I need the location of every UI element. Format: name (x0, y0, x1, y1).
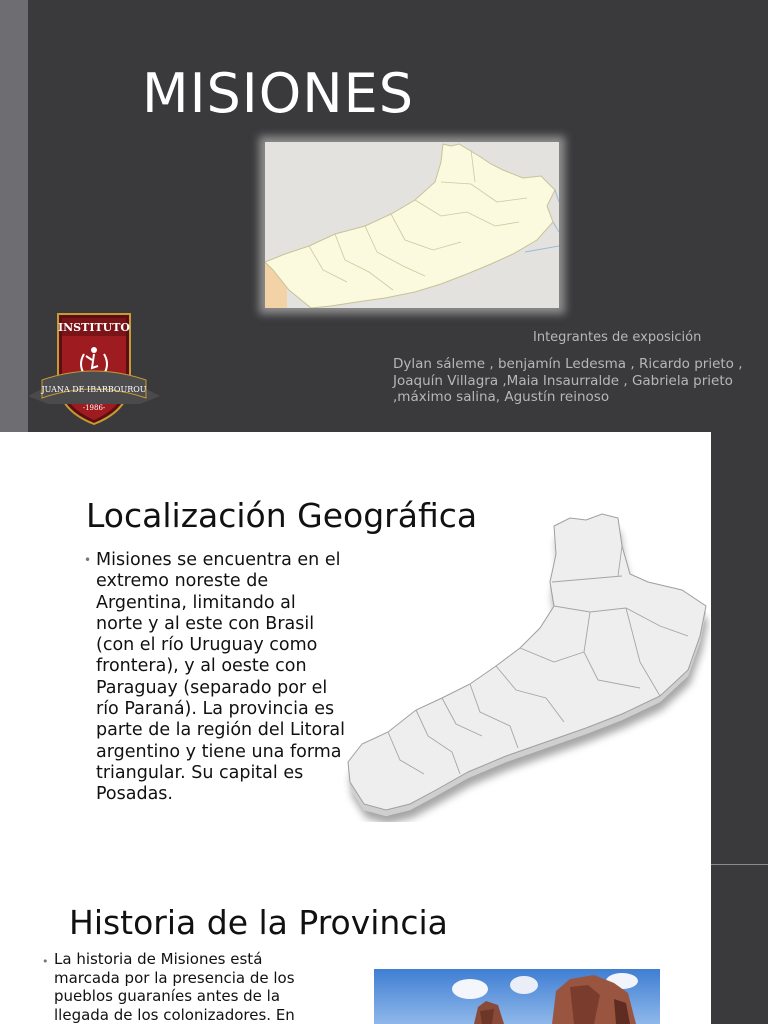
title-slide (0, 0, 768, 432)
history-slide (0, 865, 711, 1024)
svg-text:JUANA DE IBARBOUROU: JUANA DE IBARBOUROU (41, 385, 147, 394)
geography-text: Misiones se encuentra en el extremo noreste de Argentina, limitando al norte y al este con Brasil (con el río Uruguay como frontera), y al oeste con Paraguay (separado por el río Paraná). La provincia es parte de la región del Litoral argentino y tiene una forma triangular. Su capital es Posadas. (96, 550, 345, 805)
province-map-image (265, 142, 559, 308)
slide-side-panel (711, 865, 768, 1024)
svg-text:INSTITUTO: INSTITUTO (57, 321, 131, 334)
presenters-heading: Integrantes de exposición (533, 330, 702, 345)
geography-heading: Localización Geográfica (86, 496, 478, 535)
slide-title: MISIONES (142, 62, 415, 125)
history-text: La historia de Misiones está marcada por la presencia de los pueblos guaraníes antes de la llegada de los colonizadores. En (54, 950, 295, 1024)
bullet-marker: • (84, 553, 92, 567)
history-heading: Historia de la Provincia (69, 903, 448, 942)
svg-text:-1986-: -1986- (82, 404, 106, 412)
geography-slide (0, 432, 711, 865)
institute-logo (28, 310, 160, 432)
bullet-marker: • (42, 955, 49, 968)
ruins-photo (374, 969, 660, 1024)
slide-side-panel (711, 432, 768, 865)
misiones-map-graphic (265, 142, 559, 308)
province-3d-map (340, 512, 710, 826)
slide-side-strip (0, 0, 28, 432)
presenters-list: Dylan sáleme , benjamín Ledesma , Ricardo prieto , Joaquín Villagra ,Maia Insaurralde , Gabriela prieto ,máximo salina, Agustín reinoso (393, 356, 743, 405)
